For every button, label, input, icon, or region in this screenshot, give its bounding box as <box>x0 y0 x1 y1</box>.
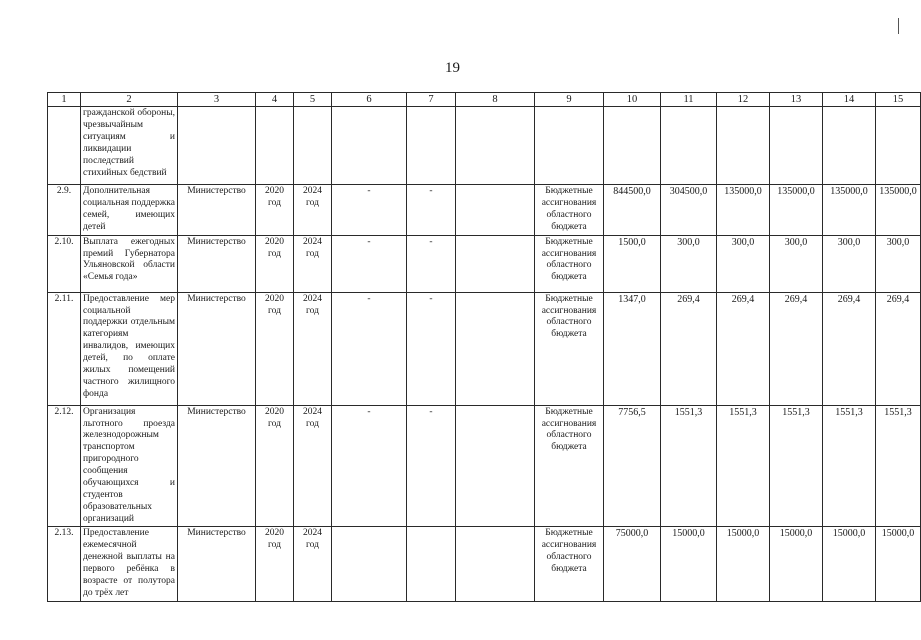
amount-year: 269,4 <box>876 292 921 405</box>
column-number: 10 <box>604 93 661 107</box>
row-number: 2.13. <box>48 527 81 601</box>
executor: Министерство <box>178 527 256 601</box>
amount-total: 844500,0 <box>604 185 661 236</box>
column-number: 5 <box>294 93 332 107</box>
end-year: 2024 год <box>294 527 332 601</box>
amount-year <box>661 107 717 185</box>
column-8-value <box>456 292 535 405</box>
amount-year: 300,0 <box>770 235 823 292</box>
column-number: 8 <box>456 93 535 107</box>
end-year: 2024 год <box>294 292 332 405</box>
column-7-value: - <box>407 235 456 292</box>
executor: Министерство <box>178 405 256 527</box>
column-number: 2 <box>81 93 178 107</box>
amount-year: 135000,0 <box>823 185 876 236</box>
column-number: 13 <box>770 93 823 107</box>
start-year <box>256 107 294 185</box>
end-year: 2024 год <box>294 185 332 236</box>
amount-year: 15000,0 <box>717 527 770 601</box>
activity-name: Дополнительная социальная поддержка семей, имеющих детей <box>81 185 178 236</box>
column-6-value <box>332 527 407 601</box>
amount-year <box>823 107 876 185</box>
activity-name: Выплата ежегодных премий Губернатора Ульяновской области «Семья года» <box>81 235 178 292</box>
column-number: 15 <box>876 93 921 107</box>
amount-year: 300,0 <box>823 235 876 292</box>
column-number: 14 <box>823 93 876 107</box>
funding-source: Бюджетные ассигнования областного бюджета <box>535 185 604 236</box>
page-number: 19 <box>445 60 460 76</box>
amount-year: 15000,0 <box>770 527 823 601</box>
start-year: 2020 год <box>256 185 294 236</box>
amount-year: 300,0 <box>876 235 921 292</box>
column-number: 3 <box>178 93 256 107</box>
start-year: 2020 год <box>256 235 294 292</box>
column-6-value: - <box>332 292 407 405</box>
table-row <box>48 185 921 236</box>
column-6-value: - <box>332 235 407 292</box>
column-7-value: - <box>407 292 456 405</box>
table-row <box>48 527 921 601</box>
amount-year <box>876 107 921 185</box>
amount-year: 1551,3 <box>823 405 876 527</box>
funding-source: Бюджетные ассигнования областного бюджета <box>535 235 604 292</box>
end-year <box>294 107 332 185</box>
activity-name: Предоставление мер социальной поддержки отдельным категориям инвалидов, имеющих детей, по оплате жилых помещений частного жилищного фонда <box>81 292 178 405</box>
end-year: 2024 год <box>294 405 332 527</box>
column-number-row <box>48 93 921 107</box>
amount-year: 135000,0 <box>717 185 770 236</box>
amount-total: 1347,0 <box>604 292 661 405</box>
table-row <box>48 235 921 292</box>
program-activities-table <box>47 92 921 602</box>
column-8-value <box>456 235 535 292</box>
amount-year: 135000,0 <box>770 185 823 236</box>
amount-total: 7756,5 <box>604 405 661 527</box>
amount-year: 15000,0 <box>661 527 717 601</box>
amount-total: 75000,0 <box>604 527 661 601</box>
column-number: 12 <box>717 93 770 107</box>
amount-year: 135000,0 <box>876 185 921 236</box>
amount-year: 1551,3 <box>876 405 921 527</box>
column-number: 4 <box>256 93 294 107</box>
column-7-value <box>407 107 456 185</box>
start-year: 2020 год <box>256 405 294 527</box>
amount-year: 1551,3 <box>717 405 770 527</box>
amount-year: 269,4 <box>770 292 823 405</box>
funding-source: Бюджетные ассигнования областного бюджета <box>535 292 604 405</box>
activity-name: Предоставление ежемесячной денежной выплаты на первого ребёнка в возрасте от полутора до трёх лет <box>81 527 178 601</box>
executor <box>178 107 256 185</box>
column-8-value <box>456 527 535 601</box>
activity-name: Организация льготного проезда железнодорожным транспортом пригородного сообщения обучающихся и студентов образовательных организаций <box>81 405 178 527</box>
amount-year: 269,4 <box>823 292 876 405</box>
start-year: 2020 год <box>256 527 294 601</box>
amount-total: 1500,0 <box>604 235 661 292</box>
row-number: 2.11. <box>48 292 81 405</box>
column-number: 6 <box>332 93 407 107</box>
column-6-value <box>332 107 407 185</box>
amount-total <box>604 107 661 185</box>
row-number: 2.10. <box>48 235 81 292</box>
activity-name: гражданской обороны, чрезвычайным ситуациям и ликвидации последствий стихийных бедствий <box>81 107 178 185</box>
scan-edge-mark <box>898 18 899 34</box>
amount-year: 269,4 <box>661 292 717 405</box>
funding-source: Бюджетные ассигнования областного бюджета <box>535 527 604 601</box>
start-year: 2020 год <box>256 292 294 405</box>
end-year: 2024 год <box>294 235 332 292</box>
amount-year: 15000,0 <box>876 527 921 601</box>
column-8-value <box>456 185 535 236</box>
amount-year: 304500,0 <box>661 185 717 236</box>
funding-source: Бюджетные ассигнования областного бюджета <box>535 405 604 527</box>
amount-year: 15000,0 <box>823 527 876 601</box>
executor: Министерство <box>178 292 256 405</box>
column-7-value: - <box>407 185 456 236</box>
column-number: 1 <box>48 93 81 107</box>
column-6-value: - <box>332 405 407 527</box>
executor: Министерство <box>178 185 256 236</box>
row-number: 2.9. <box>48 185 81 236</box>
row-number: 2.12. <box>48 405 81 527</box>
amount-year <box>770 107 823 185</box>
column-8-value <box>456 405 535 527</box>
table-row <box>48 107 921 185</box>
column-7-value <box>407 527 456 601</box>
column-7-value: - <box>407 405 456 527</box>
funding-source <box>535 107 604 185</box>
column-number: 7 <box>407 93 456 107</box>
column-number: 9 <box>535 93 604 107</box>
amount-year: 1551,3 <box>770 405 823 527</box>
column-8-value <box>456 107 535 185</box>
column-6-value: - <box>332 185 407 236</box>
column-number: 11 <box>661 93 717 107</box>
row-number <box>48 107 81 185</box>
amount-year <box>717 107 770 185</box>
amount-year: 300,0 <box>661 235 717 292</box>
amount-year: 300,0 <box>717 235 770 292</box>
table-row <box>48 405 921 527</box>
amount-year: 1551,3 <box>661 405 717 527</box>
table-row <box>48 292 921 405</box>
amount-year: 269,4 <box>717 292 770 405</box>
executor: Министерство <box>178 235 256 292</box>
